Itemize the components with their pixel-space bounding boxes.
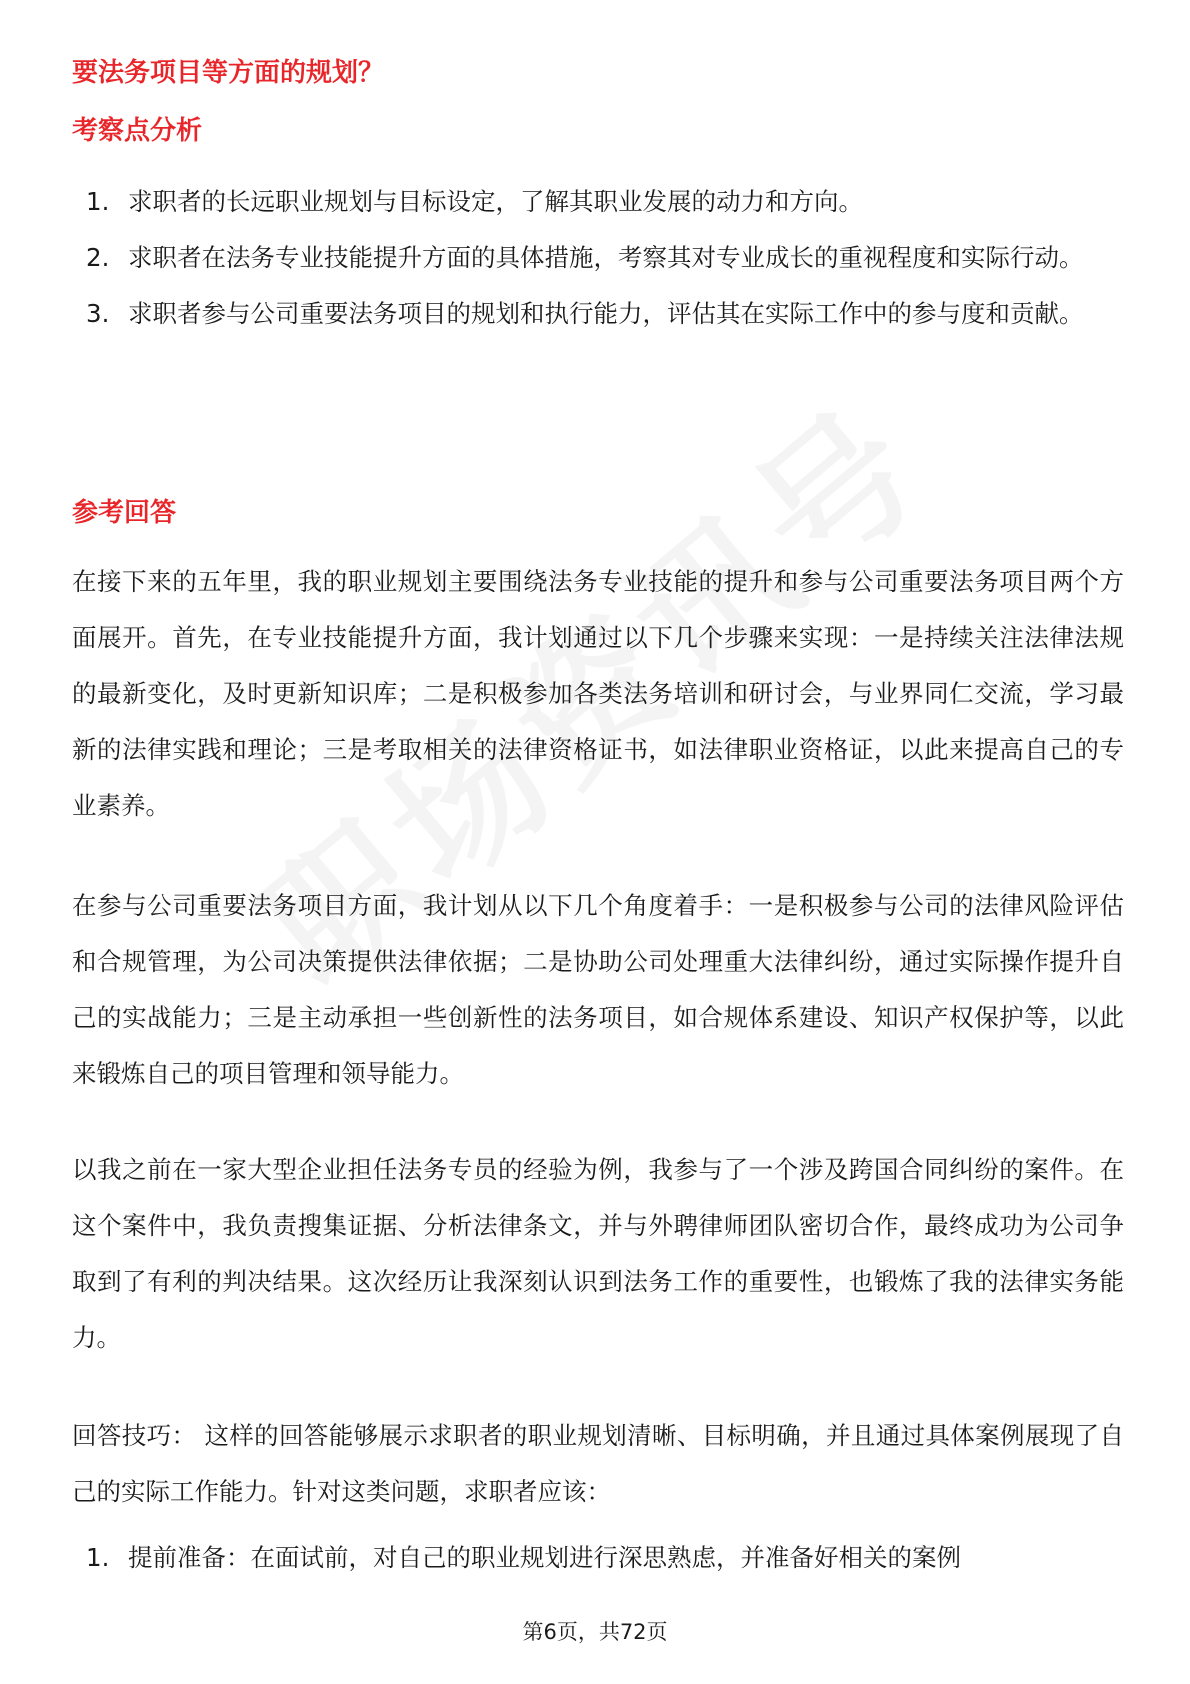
- analysis-heading: 考察点分析: [72, 116, 203, 146]
- analysis-list: [86, 174, 1126, 342]
- list-text: 提前准备：在面试前，对自己的职业规划进行深思熟虑，并准备好相关的案例: [128, 1543, 961, 1572]
- list-number: 1.: [86, 187, 110, 216]
- answer-paragraph: 在接下来的五年里，我的职业规划主要围绕法务专业技能的提升和参与公司重要法务项目两个方面展开。首先，在专业技能提升方面，我计划通过以下几个步骤来实现：一是持续关注法律法规的最新变化，及时更新知识库；二是积极参加各类法务培训和研讨会，与业界同仁交流，学习最新的法律实践和理论；三是考取相关的法律资格证书，如法律职业资格证，以此来提高自己的专业素养。: [72, 567, 1124, 820]
- question-heading: 要法务项目等方面的规划？: [72, 58, 385, 88]
- list-item: [86, 174, 1126, 230]
- tips-paragraph: 回答技巧： 这样的回答能够展示求职者的职业规划清晰、目标明确，并且通过具体案例展现了自己的实际工作能力。针对这类问题，求职者应该：: [72, 1421, 1124, 1506]
- tips-list: [86, 1530, 1126, 1586]
- list-text: 求职者的长远职业规划与目标设定，了解其职业发展的动力和方向。: [128, 187, 863, 216]
- list-text: 求职者在法务专业技能提升方面的具体措施，考察其对专业成长的重视程度和实际行动。: [128, 243, 1084, 272]
- list-item: [86, 230, 1126, 286]
- answer-paragraph: 以我之前在一家大型企业担任法务专员的经验为例，我参与了一个涉及跨国合同纠纷的案件。在这个案件中，我负责搜集证据、分析法律条文，并与外聘律师团队密切合作，最终成功为公司争取到了有利的判决结果。这次经历让我深刻认识到法务工作的重要性，也锻炼了我的法律实务能力。: [72, 1155, 1124, 1352]
- list-item: [86, 286, 1126, 342]
- page-footer: 第6页，共72页: [522, 1620, 668, 1644]
- reference-heading: 参考回答: [72, 498, 177, 528]
- answer-paragraph: 在参与公司重要法务项目方面，我计划从以下几个角度着手：一是积极参与公司的法律风险评估和合规管理，为公司决策提供法律依据；二是协助公司处理重大法律纠纷，通过实际操作提升自己的实战能力；三是主动承担一些创新性的法务项目，如合规体系建设、知识产权保护等，以此来锻炼自己的项目管理和领导能力。: [72, 891, 1124, 1088]
- list-number: 3.: [86, 299, 110, 328]
- list-number: 2.: [86, 243, 110, 272]
- list-number: 1.: [86, 1543, 110, 1572]
- list-text: 求职者参与公司重要法务项目的规划和执行能力，评估其在实际工作中的参与度和贡献。: [128, 299, 1084, 328]
- list-item: [86, 1530, 1126, 1586]
